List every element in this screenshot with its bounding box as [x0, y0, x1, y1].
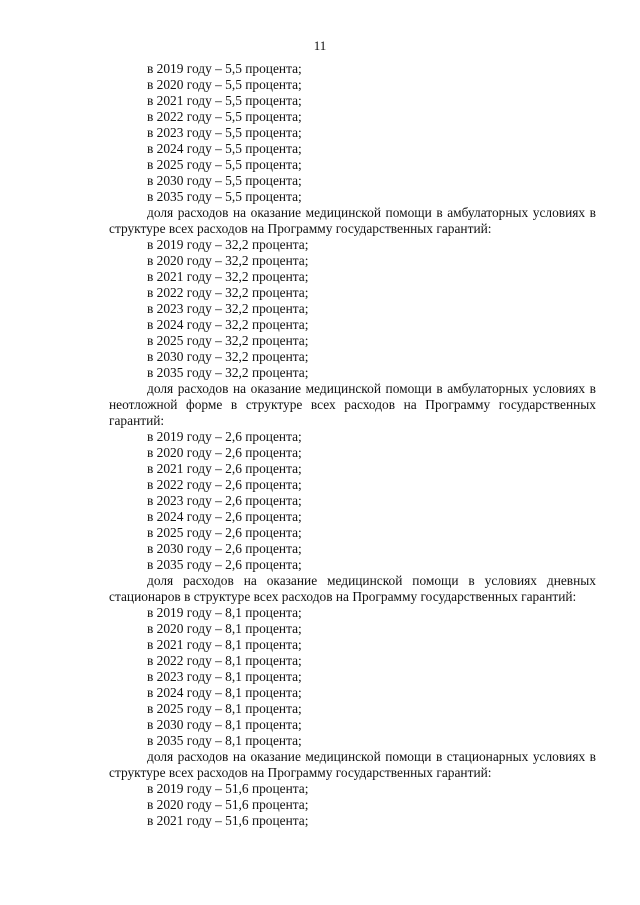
list-item: в 2023 году – 2,6 процента; [147, 493, 302, 508]
page-number: 11 [313, 38, 327, 53]
list-item: в 2021 году – 2,6 процента; [147, 461, 302, 476]
list-item: в 2024 году – 2,6 процента; [147, 509, 302, 524]
list-item: в 2035 году – 5,5 процента; [147, 189, 302, 204]
list-item: в 2025 году – 5,5 процента; [147, 157, 302, 172]
list-item: в 2025 году – 8,1 процента; [147, 701, 302, 716]
list-item: в 2030 году – 32,2 процента; [147, 349, 309, 364]
list-item: в 2020 году – 32,2 процента; [147, 253, 309, 268]
list-item: в 2019 году – 32,2 процента; [147, 237, 309, 252]
list-item: в 2019 году – 51,6 процента; [147, 781, 309, 796]
list-item: в 2024 году – 32,2 процента; [147, 317, 309, 332]
list-item: в 2030 году – 5,5 процента; [147, 173, 302, 188]
list-item: в 2025 году – 2,6 процента; [147, 525, 302, 540]
list-item: в 2021 году – 51,6 процента; [147, 813, 309, 828]
list-item: в 2024 году – 5,5 процента; [147, 141, 302, 156]
paragraph: доля расходов на оказание медицинской помощи в условиях дневных стационаров в структуре всех расходов на Программу государственных гарантий: [109, 573, 596, 604]
list-item: в 2023 году – 8,1 процента; [147, 669, 302, 684]
list-item: в 2030 году – 8,1 процента; [147, 717, 302, 732]
paragraph: доля расходов на оказание медицинской помощи в амбулаторных условиях в структуре всех расходов на Программу государственных гарантий: [109, 205, 596, 236]
list-item: в 2021 году – 8,1 процента; [147, 637, 302, 652]
list-item: в 2021 году – 5,5 процента; [147, 93, 302, 108]
list-item: в 2035 году – 32,2 процента; [147, 365, 309, 380]
list-item: в 2019 году – 2,6 процента; [147, 429, 302, 444]
list-item: в 2035 году – 8,1 процента; [147, 733, 302, 748]
list-item: в 2022 году – 8,1 процента; [147, 653, 302, 668]
list-item: в 2022 году – 2,6 процента; [147, 477, 302, 492]
list-item: в 2035 году – 2,6 процента; [147, 557, 302, 572]
list-item: в 2020 году – 2,6 процента; [147, 445, 302, 460]
paragraph: доля расходов на оказание медицинской помощи в стационарных условиях в структуре всех расходов на Программу государственных гарантий: [109, 749, 596, 780]
list-item: в 2020 году – 51,6 процента; [147, 797, 309, 812]
list-item: в 2019 году – 8,1 процента; [147, 605, 302, 620]
list-item: в 2023 году – 32,2 процента; [147, 301, 309, 316]
list-item: в 2020 году – 5,5 процента; [147, 77, 302, 92]
list-item: в 2023 году – 5,5 процента; [147, 125, 302, 140]
document-body [109, 61, 596, 829]
list-item: в 2030 году – 2,6 процента; [147, 541, 302, 556]
list-item: в 2021 году – 32,2 процента; [147, 269, 309, 284]
list-item: в 2020 году – 8,1 процента; [147, 621, 302, 636]
list-item: в 2022 году – 32,2 процента; [147, 285, 309, 300]
list-item: в 2022 году – 5,5 процента; [147, 109, 302, 124]
list-item: в 2025 году – 32,2 процента; [147, 333, 309, 348]
list-item: в 2024 году – 8,1 процента; [147, 685, 302, 700]
paragraph: доля расходов на оказание медицинской помощи в амбулаторных условиях в неотложной форме в структуре всех расходов на Программу государственных гарантий: [109, 381, 596, 428]
list-item: в 2019 году – 5,5 процента; [147, 61, 302, 76]
